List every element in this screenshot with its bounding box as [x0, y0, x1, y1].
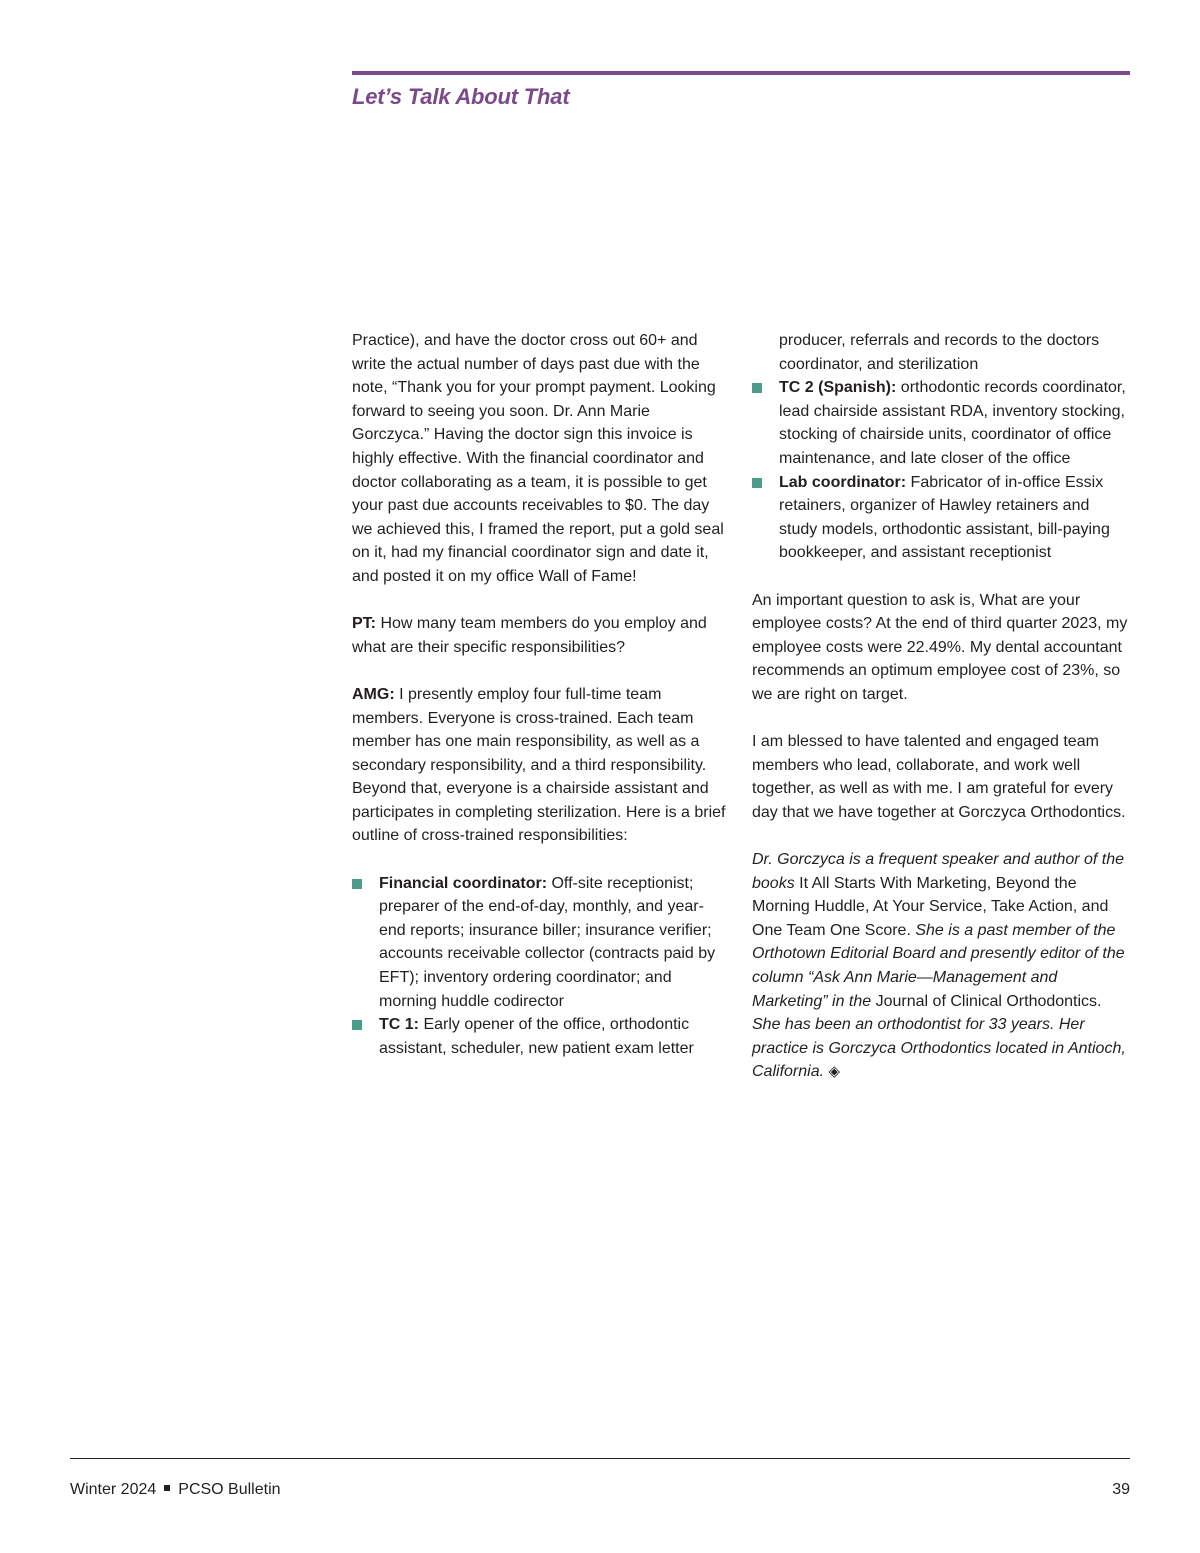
answer-label: AMG: [352, 685, 395, 703]
separator-square-icon [164, 1485, 170, 1491]
left-column [352, 329, 728, 1084]
paragraph-employee-costs: An important question to ask is, What are your employee costs? At the end of third quarter 2023, my employee costs were 22.49%. My dental accountant recommends an optimum employee cost of 23%, so we are right on target. [752, 591, 1128, 703]
role-text: Early opener of the office, orthodontic assistant, scheduler, new patient exam letter [379, 1016, 694, 1057]
answer-paragraph [352, 683, 728, 848]
question-label: PT: [352, 615, 376, 633]
section-title: Let’s Talk About That [352, 84, 570, 109]
role-text: Fabricator of in-office Essix retainers, organizer of Hawley retainers and study models, orthodontic assistant, bill-paying bookkeeper, and assistant receptionist [779, 473, 1110, 562]
list-item [352, 872, 728, 1014]
end-mark-icon: ◈ [828, 1063, 841, 1081]
bullet-square-icon [352, 879, 362, 889]
footer-issue: Winter 2024 [70, 1481, 157, 1498]
header-rule [352, 71, 1130, 75]
page-number: 39 [1112, 1481, 1130, 1498]
bio-text: She has been an orthodontist for 33 years. Her practice is Gorczyca Orthodontics located in Antioch, California. [752, 1016, 1126, 1081]
paragraph-team: I am blessed to have talented and engaged team members who lead, collaborate, and work well together, as well as with me. I am grateful for every day that we have together at Gorczyca Orthodontics. [752, 733, 1126, 821]
bio-text: Dr. Gorczyca is a frequent speaker and author of the books [752, 851, 1125, 892]
responsibilities-list-continued [752, 376, 1128, 565]
bullet-square-icon [752, 383, 762, 393]
list-item [352, 1013, 728, 1060]
footer-publication [70, 1481, 281, 1499]
footer-rule [70, 1458, 1130, 1459]
role-text: orthodontic records coordinator, lead chairside assistant RDA, inventory stocking, stocking of chairside units, coordinator of office maintenance, and late closer of the office [779, 379, 1126, 467]
question-text: How many team members do you employ and what are their specific responsibilities? [352, 615, 707, 656]
role-label: TC 2 (Spanish): [779, 379, 897, 397]
footer-title: PCSO Bulletin [178, 1481, 281, 1498]
list-item [752, 376, 1128, 470]
answer-text: I presently employ four full-time team members. Everyone is cross-trained. Each team member has one main responsibility, as well as a secondary responsibility, and a third responsibility. Beyond that, everyone is a chairside assistant and participates in completing sterilization. Here is a brief outline of cross-trained responsibilities: [352, 685, 726, 845]
list-item [752, 471, 1128, 565]
role-label: TC 1: [379, 1016, 419, 1034]
list-item-continuation: producer, referrals and records to the doctors coordinator, and sterilization [779, 332, 1100, 373]
paragraph-invoice: Practice), and have the doctor cross out 60+ and write the actual number of days past due with the note, “Thank you for your prompt payment. Looking forward to seeing you soon. Dr. Ann Marie Gorczyca.” Having the doctor sign this invoice is highly effective. With the financial coordinator and doctor collaborating as a team, it is possible to get your past due accounts receivables to $0. The day we achieved this, I framed the report, put a gold seal on it, had my financial coordinator sign and date it, and posted it on my office Wall of Fame! [352, 332, 724, 585]
role-text: Off-site receptionist; preparer of the end-of-day, monthly, and year-end reports; insurance biller; insurance verifier; accounts receivable collector (contracts paid by EFT); inventory ordering coordinator; and morning huddle codirector [379, 874, 716, 1010]
question-paragraph [352, 612, 728, 659]
right-column [752, 329, 1128, 1084]
bio-text: She is a past member of the Orthotown Editorial Board and presently editor of the column “Ask Ann Marie—Management and Marketing” in the [752, 921, 1125, 1010]
role-label: Lab coordinator: [779, 473, 907, 491]
bio-books: It All Starts With Marketing, Beyond the Morning Huddle, At Your Service, Take Action, and One Team One Score. [752, 874, 1109, 939]
bio-journal: Journal of Clinical Orthodontics. [871, 992, 1102, 1010]
bullet-square-icon [352, 1020, 362, 1030]
responsibilities-list [352, 872, 728, 1061]
bullet-square-icon [752, 478, 762, 488]
author-bio [752, 848, 1128, 1084]
role-label: Financial coordinator: [379, 874, 548, 892]
